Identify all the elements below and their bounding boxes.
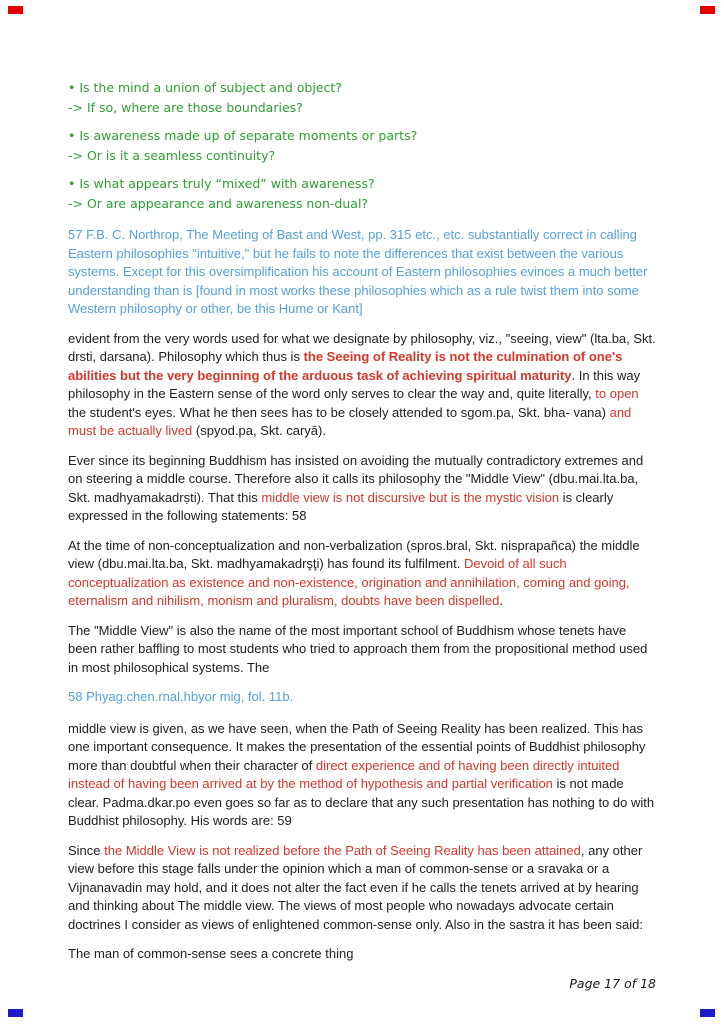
crop-mark-bottom-left <box>8 1009 23 1017</box>
body-text: The man of common-sense sees a concrete thing <box>68 946 354 961</box>
footnote-58: 58 Phyag.chen.rnal.hbyor mig, fol. 11b. <box>68 689 294 704</box>
body-text: Ever since its beginning Buddhism has insisted on avoiding the mutually contradictory extremes and on steering a middle course. Therefore also it calls its philosophy the "Middle View" (dbu.mai.lta.ba, Skt. madhyamakadrṣti). That this <box>68 452 644 505</box>
question-list <box>68 78 656 214</box>
page-number: Page 17 of 18 <box>569 975 656 991</box>
content-blocks <box>68 78 656 964</box>
body-text: , any other view before this stage falls under the opinion which a man of common-sense or a sravaka or a Vijnanavadin may hold, and it does not alter the fact even if he calls the tenets arrived at by hearing and thinking about The middle view. The views of most people who nowadays advocate certain doctrines I consider as views of enlightened common-sense only. Also in the sastra it has been said: <box>68 842 643 932</box>
highlighted-text: middle view is not discursive but is the mystic vision <box>261 489 560 505</box>
body-text: . <box>499 593 504 608</box>
crop-mark-top-right <box>700 6 715 14</box>
body-paragraph <box>68 330 656 441</box>
body-text: Since <box>68 842 105 858</box>
body-text: is not made clear. Padma.dkar.po even goes so far as to declare that any such presentation has nothing to do with Buddhist philosophy. His words are: 59 <box>68 776 655 828</box>
highlighted-text: Devoid of all such conceptualization as existence and non-existence, origination and annihilation, coming and going, eternalism and nihilism, monism and pluralism, doubts have been dispelled <box>68 556 630 608</box>
highlighted-text: the Middle View is not realized before the Path of Seeing Reality has been attained <box>104 842 581 858</box>
question-line: • Is what appears truly “mixed” with awareness? <box>68 176 375 191</box>
highlighted-text: direct experience and of having been directly intuited instead of having been arrived at by the method of hypothesis and partial verification <box>68 757 620 791</box>
body-paragraph <box>68 842 656 935</box>
body-text: At the time of non-conceptualization and non-verbalization (spros.bral, Skt. nisprapañca) the middle view (dbu.mai.lta.ba, Skt. madhyamakadrşţi) has found its fulfilment. <box>68 537 640 571</box>
body-text: The "Middle View" is also the name of the most important school of Buddhism whose tenets have been rather baffling to most students who tried to approach them from the propositional method used in most philosophical systems. The <box>68 622 648 675</box>
question-stanza <box>68 78 656 118</box>
question-line: -> Or is it a seamless continuity? <box>68 148 276 163</box>
body-paragraph <box>68 622 656 678</box>
body-paragraph <box>68 537 656 611</box>
crop-mark-top-left <box>8 6 23 14</box>
footnote-57: 57 F.B. C. Northrop, The Meeting of Bast and West, pp. 315 etc., etc. substantially correct in calling Eastern philosophies "intuitive," but he fails to note the differences that exist between the various systems. Except for this oversimplification his account of Eastern philosophies evinces a much better understanding than is [found in most works these philosophies which as a rule twist them into some Western philosophy or other, be this Hume or Kant] <box>68 227 648 316</box>
question-line: • Is the mind a union of subject and object? <box>68 80 342 95</box>
highlighted-text: the Seeing of Reality is not the culmination of one's abilities but the very beginning of the arduous task of achieving spiritual maturity <box>68 349 623 383</box>
question-stanza <box>68 126 656 166</box>
crop-mark-bottom-right <box>700 1009 715 1017</box>
body-text: middle view is given, as we have seen, when the Path of Seeing Reality has been realized. This has one important consequence. It makes the presentation of the essential points of Buddhist philosophy more than doubtful when their character of <box>68 720 646 773</box>
question-line: -> Or are appearance and awareness non-dual? <box>68 196 369 211</box>
highlighted-text: to open <box>595 386 639 401</box>
question-line: -> If so, where are those boundaries? <box>68 100 303 115</box>
body-text: the student's eyes. What he then sees has to be closely attended to sgom.pa, Skt. bha- vana) <box>68 404 610 420</box>
body-text: evident from the very words used for what we designate by philosophy, viz., "seeing, view" (lta.ba, Skt. drsti, darsana). Philosophy which thus is <box>68 330 656 364</box>
body-paragraph <box>68 720 656 831</box>
body-paragraph <box>68 945 656 964</box>
highlighted-text: and must be actually lived <box>68 404 632 438</box>
body-text: (spyod.pa, Skt. caryā). <box>192 423 326 438</box>
question-stanza <box>68 174 656 214</box>
body-text: . In this way philosophy in the Eastern sense of the word only serves to clear the way and, quite literally, <box>68 367 641 401</box>
question-line: • Is awareness made up of separate moments or parts? <box>68 128 418 143</box>
body-text: is clearly expressed in the following statements: 58 <box>68 489 614 523</box>
body-paragraph <box>68 452 656 526</box>
